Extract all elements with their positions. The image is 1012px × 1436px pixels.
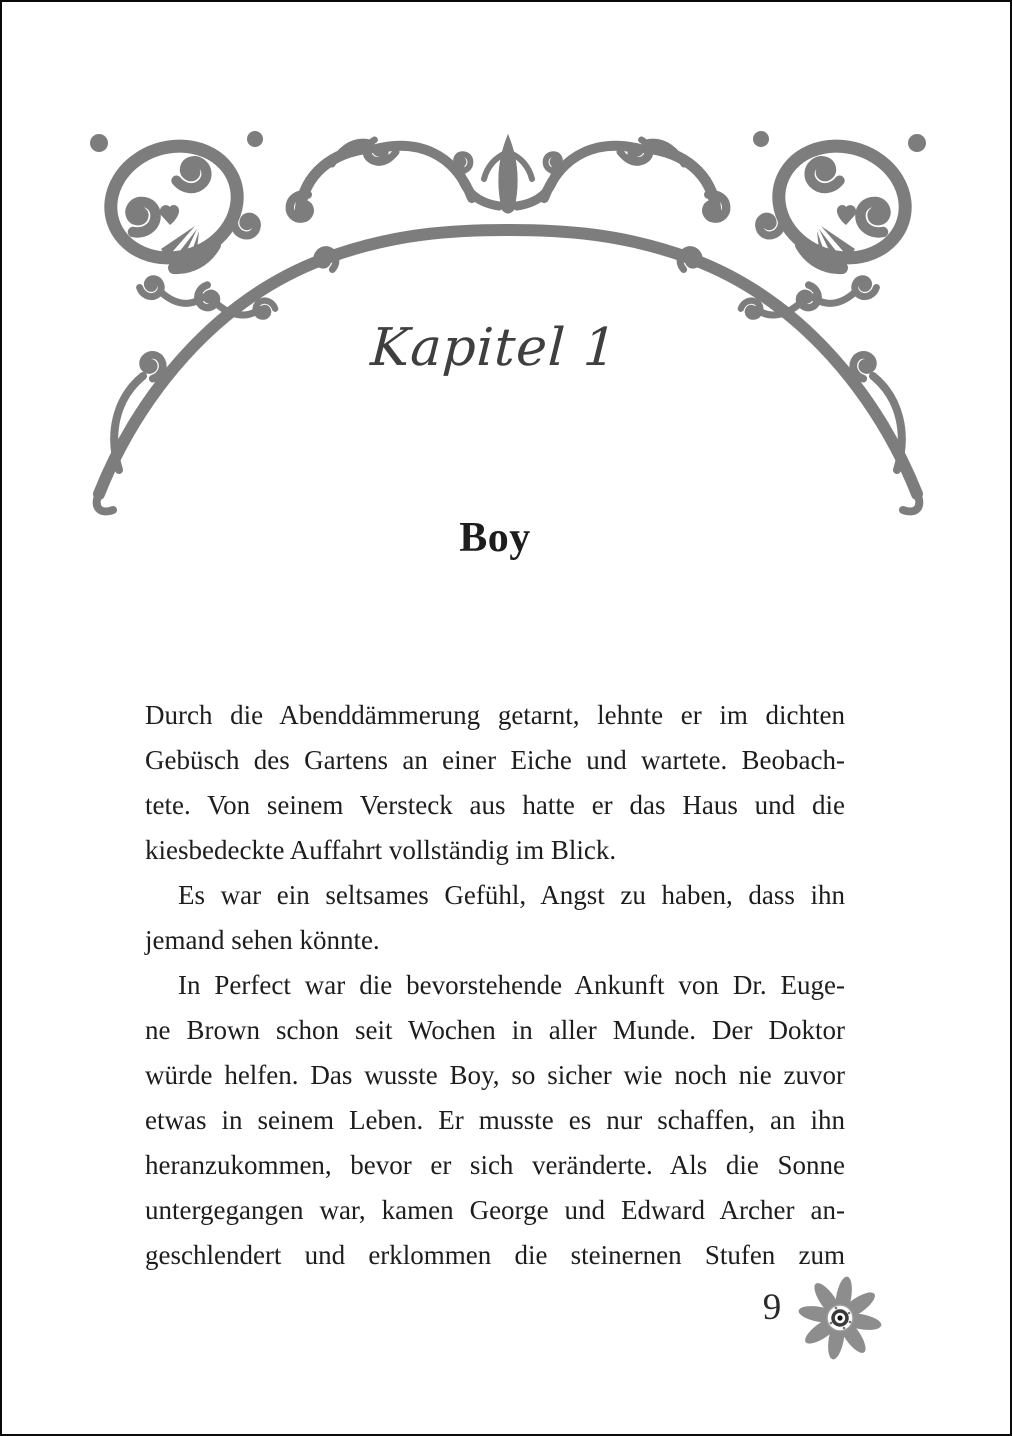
chapter-number: Kapitel 1 xyxy=(369,318,619,378)
body-line: geschlendert und erklommen die steinernen Stufen zum xyxy=(145,1240,845,1270)
body-line: ne Brown schon seit Wochen in aller Munde. Der Doktor xyxy=(145,1015,845,1045)
body-line: heranzukommen, bevor er sich veränderte. Als die Sonne xyxy=(145,1150,845,1180)
body-line: kiesbedeckte Auffahrt vollständig im Blick. xyxy=(145,835,617,865)
body-line: Gebüsch des Gartens an einer Eiche und wartete. Beobach- xyxy=(145,745,845,775)
body-line: etwas in seinem Leben. Er musste es nur schaffen, an ihn xyxy=(145,1105,845,1135)
body-line: Durch die Abenddämmerung getarnt, lehnte er im dichten xyxy=(145,700,845,730)
chapter-title: Boy xyxy=(459,515,531,561)
body-line: tete. Von seinem Versteck aus hatte er das Haus und die xyxy=(145,790,845,820)
skull-filigree-arch-ornament xyxy=(2,2,1012,522)
body-line: würde helfen. Das wusste Boy, so sicher wie noch nie zuvor xyxy=(145,1060,845,1090)
body-line: In Perfect war die bevorstehende Ankunft von Dr. Euge- xyxy=(178,970,845,1000)
body-line: Es war ein seltsames Gefühl, Angst zu haben, dass ihn xyxy=(178,880,845,910)
body-text xyxy=(145,693,845,1278)
flower-ornament xyxy=(797,1274,883,1360)
body-line: untergegangen war, kamen George und Edward Archer an- xyxy=(145,1195,845,1225)
page-number: 9 xyxy=(762,1287,782,1328)
body-line: jemand sehen könnte. xyxy=(145,925,380,955)
